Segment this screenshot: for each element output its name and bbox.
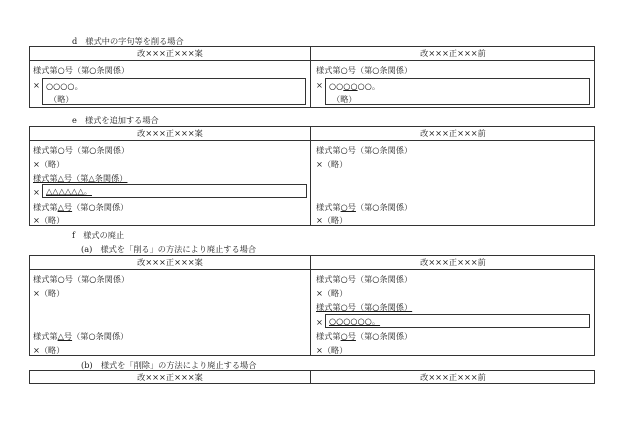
- new-form-body-omit: （略）: [49, 94, 74, 104]
- new-form-label-1: 様式第○号（第○条関係）: [33, 274, 130, 284]
- new-form-body-text: ○○○○。: [46, 81, 83, 91]
- old-form-label-1: 様式第○号（第○条関係）: [316, 274, 413, 284]
- header-new: 改×××正×××案: [137, 257, 203, 267]
- new-added-form-text: △△△△△△。: [46, 186, 92, 196]
- new-form-label-1: 様式第○号（第○条関係）: [33, 145, 130, 155]
- header-old: 改×××正×××前: [420, 48, 486, 58]
- header-new: 改×××正×××案: [137, 372, 203, 382]
- new-form-body-box: [42, 78, 306, 105]
- header-divider: [30, 269, 594, 270]
- new-form-label-3: 様式第△号（第○条関係）: [33, 202, 129, 212]
- new-x-mark: ×: [33, 187, 40, 197]
- old-omit-3: ×（略）: [316, 345, 348, 355]
- section-f-sub-a: (a) 様式を「削る」の方法により廃止する場合: [81, 244, 257, 254]
- column-divider: [310, 127, 311, 225]
- section-e-table: [29, 126, 595, 226]
- new-form-label-2: 様式第△号（第△条関係）: [33, 173, 128, 183]
- old-deleted-form-text: ○○○○○○。: [329, 316, 381, 326]
- header-new: 改×××正×××案: [137, 128, 203, 138]
- old-form-body-omit: （略）: [332, 94, 357, 104]
- new-form-label-2: 様式第△号（第○条関係）: [33, 331, 129, 341]
- header-old: 改×××正×××前: [420, 257, 486, 267]
- section-f-title: f 様式の廃止: [72, 230, 125, 240]
- column-divider: [310, 256, 311, 355]
- section-d-table: [29, 46, 595, 108]
- old-omit-1: ×（略）: [316, 159, 348, 169]
- old-form-body-box: [325, 78, 590, 105]
- section-f-sub-b: (b) 様式を「削除」の方法により廃止する場合: [81, 360, 257, 370]
- old-form-label-3: 様式第○号（第○条関係）: [316, 331, 413, 341]
- old-form-label-1: 様式第○号（第○条関係）: [316, 145, 413, 155]
- section-d-title: d 様式中の字句等を削る場合: [72, 36, 184, 46]
- old-omit-1: ×（略）: [316, 288, 348, 298]
- header-divider: [30, 140, 594, 141]
- old-omit-2: ×（略）: [316, 215, 348, 225]
- new-omit-1: ×（略）: [33, 159, 65, 169]
- header-old: 改×××正×××前: [420, 372, 486, 382]
- new-x-mark: ×: [33, 80, 40, 90]
- old-form-label-2: 様式第○号（第○条関係）: [316, 302, 413, 312]
- old-form-body-text: ○○○○○○。: [329, 81, 381, 91]
- header-divider: [30, 60, 594, 61]
- section-f-a-table: [29, 255, 595, 356]
- old-x-mark: ×: [316, 317, 323, 327]
- new-form-label: 様式第○号（第○条関係）: [33, 65, 130, 75]
- new-added-form-box: [42, 184, 307, 198]
- section-e-title: e 様式を追加する場合: [72, 115, 159, 125]
- old-deleted-form-box: [325, 314, 590, 328]
- new-omit-1: ×（略）: [33, 288, 65, 298]
- old-x-mark: ×: [316, 80, 323, 90]
- old-form-label-2: 様式第○号（第○条関係）: [316, 202, 413, 212]
- new-omit-2: ×（略）: [33, 345, 65, 355]
- header-old: 改×××正×××前: [420, 128, 486, 138]
- section-f-b-table: [29, 370, 595, 384]
- old-form-label: 様式第○号（第○条関係）: [316, 65, 413, 75]
- new-omit-3: ×（略）: [33, 215, 65, 225]
- header-new: 改×××正×××案: [137, 48, 203, 58]
